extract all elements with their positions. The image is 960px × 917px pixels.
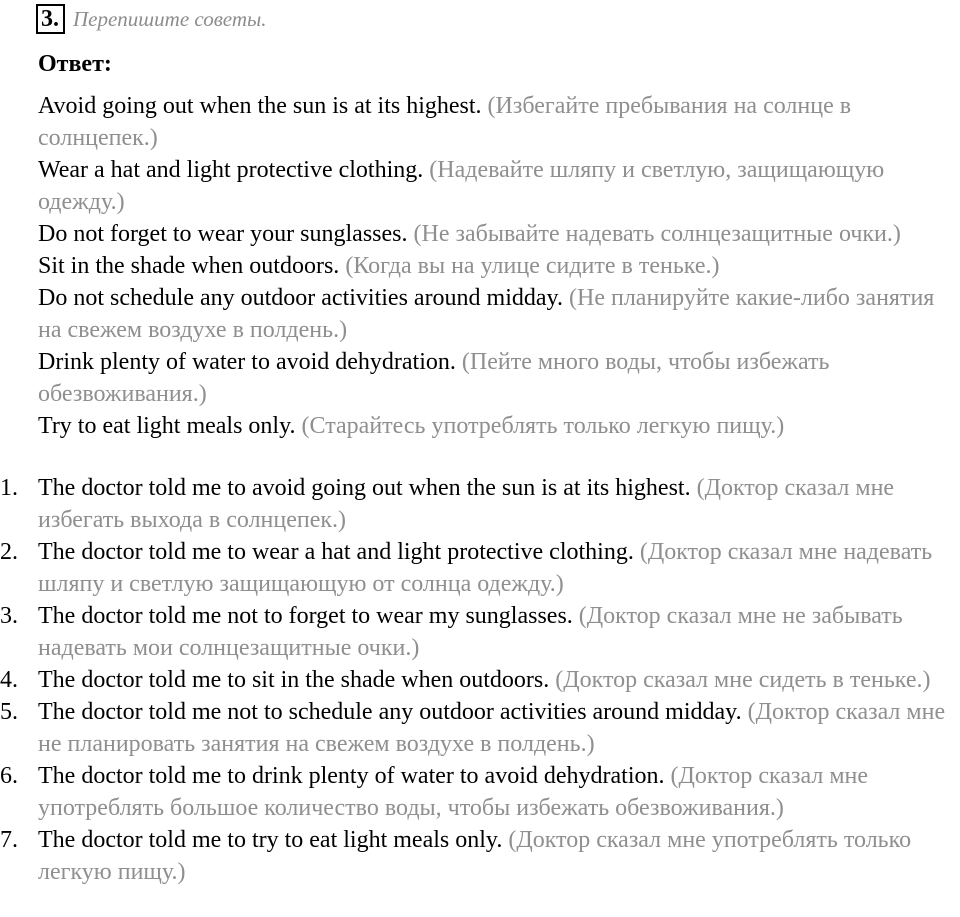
answer-number: 5.	[0, 699, 18, 725]
answer-number: 3.	[0, 603, 18, 629]
tip-english: Avoid going out when the sun is at its highest.	[38, 93, 482, 119]
answer-number: 4.	[0, 667, 18, 693]
tip-english: Wear a hat and light protective clothing.	[38, 157, 424, 183]
answer-english: The doctor told me to drink plenty of water to avoid dehydration.	[38, 763, 665, 789]
answer-item	[0, 472, 960, 536]
tips-list	[38, 90, 960, 442]
answer-heading: Ответ:	[38, 51, 112, 77]
tip-translation: (Избегайте пребывания на солнце в солнцепек.)	[38, 93, 852, 151]
tip-translation: (Старайтесь употреблять только легкую пищу.)	[301, 413, 785, 439]
tip-item	[38, 154, 960, 218]
tip-english: Do not forget to wear your sunglasses.	[38, 221, 408, 247]
answer-item	[0, 600, 960, 664]
tip-english: Do not schedule any outdoor activities around midday.	[38, 285, 563, 311]
answer-english: The doctor told me not to forget to wear my sunglasses.	[38, 603, 573, 629]
answer-english: The doctor told me to avoid going out when the sun is at its highest.	[38, 475, 691, 501]
answer-translation: (Доктор сказал мне не забывать надевать мои солнцезащитные очки.)	[38, 603, 903, 661]
tip-item	[38, 282, 960, 346]
tip-translation: (Не планируйте какие-либо занятия на свежем воздухе в полдень.)	[38, 285, 935, 343]
answer-translation: (Доктор сказал мне сидеть в теньке.)	[555, 667, 931, 693]
task-instruction: Перепишите советы.	[73, 6, 267, 31]
answer-number: 2.	[0, 539, 18, 565]
answer-english: The doctor told me not to schedule any outdoor activities around midday.	[38, 699, 742, 725]
answer-translation: (Доктор сказал мне не планировать занятия на свежем воздухе в полдень.)	[38, 699, 946, 757]
tip-english: Sit in the shade when outdoors.	[38, 253, 340, 279]
tip-translation: (Не забывайте надевать солнцезащитные очки.)	[413, 221, 901, 247]
task-header	[36, 4, 267, 34]
task-number-box: 3.	[36, 4, 65, 34]
answer-item	[0, 664, 960, 696]
tip-translation: (Когда вы на улице сидите в теньке.)	[345, 253, 720, 279]
tip-translation: (Надевайте шляпу и светлую, защищающую одежду.)	[38, 157, 885, 215]
tip-english: Try to eat light meals only.	[38, 413, 296, 439]
answers-list	[0, 472, 960, 888]
tip-translation: (Пейте много воды, чтобы избежать обезвоживания.)	[38, 349, 830, 407]
answer-translation: (Доктор сказал мне надевать шляпу и светлую защищающую от солнца одежду.)	[38, 539, 933, 597]
answer-english: The doctor told me to sit in the shade when outdoors.	[38, 667, 550, 693]
answer-item	[0, 824, 960, 888]
tip-item	[38, 250, 960, 282]
answer-number: 1.	[0, 475, 18, 501]
answer-translation: (Доктор сказал мне употреблять большое количество воды, чтобы избежать обезвоживания.)	[38, 763, 868, 821]
tip-item	[38, 218, 960, 250]
answer-item	[0, 760, 960, 824]
tip-item	[38, 90, 960, 154]
tip-english: Drink plenty of water to avoid dehydration.	[38, 349, 456, 375]
tip-item	[38, 346, 960, 410]
answer-item	[0, 696, 960, 760]
answer-english: The doctor told me to wear a hat and light protective clothing.	[38, 539, 634, 565]
answer-english: The doctor told me to try to eat light meals only.	[38, 827, 503, 853]
answer-translation: (Доктор сказал мне избегать выхода в солнцепек.)	[38, 475, 895, 533]
answer-number: 7.	[0, 827, 18, 853]
answer-item	[0, 536, 960, 600]
answer-number: 6.	[0, 763, 18, 789]
tip-item	[38, 410, 960, 442]
answer-translation: (Доктор сказал мне употреблять только легкую пищу.)	[38, 827, 912, 885]
